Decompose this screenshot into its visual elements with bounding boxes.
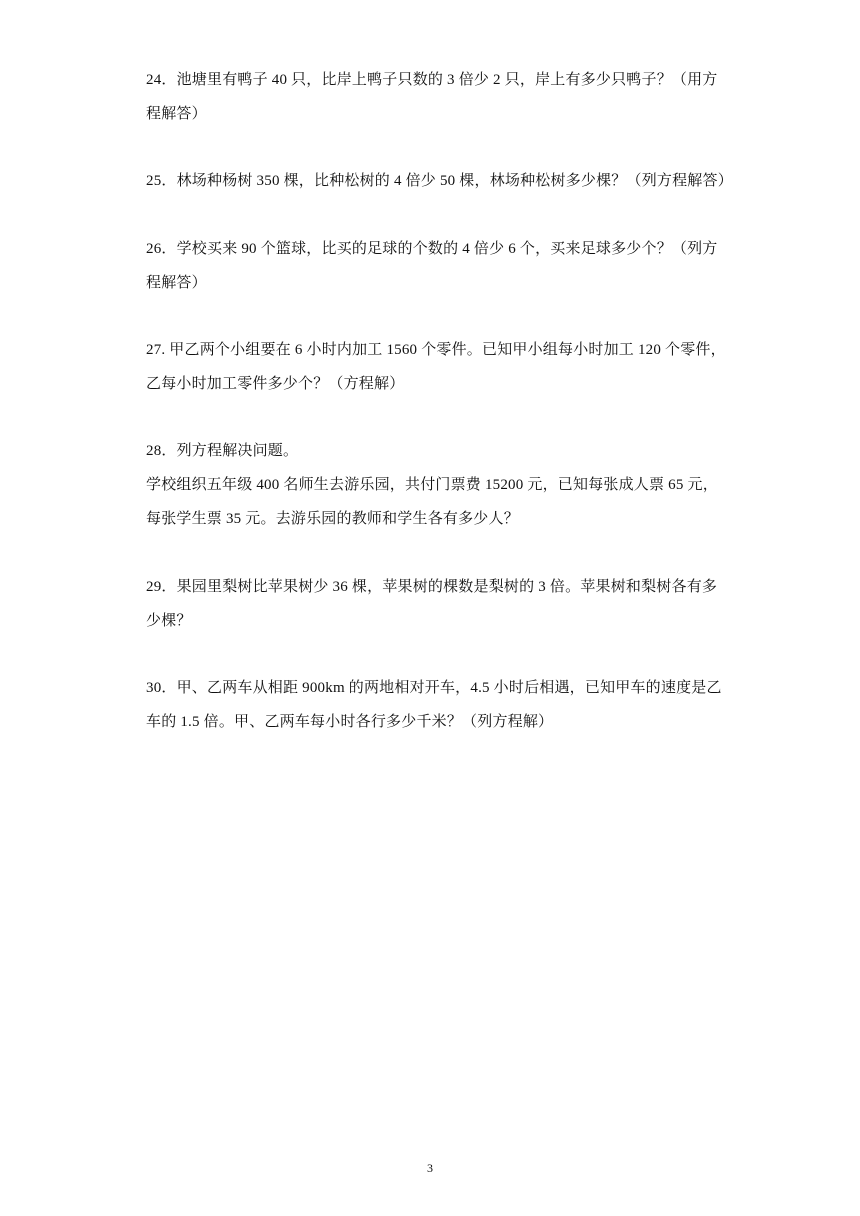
question-28-line-1: 28．列方程解决问题。 <box>146 443 299 459</box>
page-number: 3 <box>427 1161 433 1175</box>
question-30-line-2: 车的 1.5 倍。甲、乙两车每小时各行多少千米？（列方程解） <box>146 714 554 730</box>
question-26-line-1: 26．学校买来 90 个篮球，比买的足球的个数的 4 倍少 6 个，买来足球多少个？（列方 <box>146 241 718 257</box>
question-26-line-2: 程解答） <box>146 275 207 291</box>
question-27-line-2: 乙每小时加工零件多少个？（方程解） <box>146 376 405 392</box>
question-24-line-1: 24．池塘里有鸭子 40 只，比岸上鸭子只数的 3 倍少 2 只，岸上有多少只鸭子？（用方 <box>146 72 718 88</box>
question-24-line-2: 程解答） <box>146 106 207 122</box>
question-25 <box>146 164 733 198</box>
question-27 <box>146 333 726 401</box>
question-28-line-3: 每张学生票 35 元。去游乐园的教师和学生各有多少人？ <box>146 511 519 527</box>
question-29-line-1: 29．果园里梨树比苹果树少 36 棵，苹果树的棵数是梨树的 3 倍。苹果树和梨树各有多 <box>146 579 718 595</box>
question-28-line-2: 学校组织五年级 400 名师生去游乐园，共付门票费 15200 元，已知每张成人票 65 元， <box>146 477 718 493</box>
question-28 <box>146 434 726 536</box>
question-27-line-1: 27. 甲乙两个小组要在 6 小时内加工 1560 个零件。已知甲小组每小时加工 120 个零件， <box>146 342 726 358</box>
question-29-line-2: 少棵？ <box>146 613 192 629</box>
question-25-line-1: 25．林场种杨树 350 棵，比种松树的 4 倍少 50 棵，林场种松树多少棵？（列方程解答） <box>146 173 733 189</box>
question-29 <box>146 570 726 638</box>
question-30 <box>146 671 726 739</box>
question-30-line-1: 30．甲、乙两车从相距 900km 的两地相对开车，4.5 小时后相遇，已知甲车的速度是乙 <box>146 680 722 696</box>
question-26 <box>146 232 726 300</box>
question-24 <box>146 63 726 131</box>
